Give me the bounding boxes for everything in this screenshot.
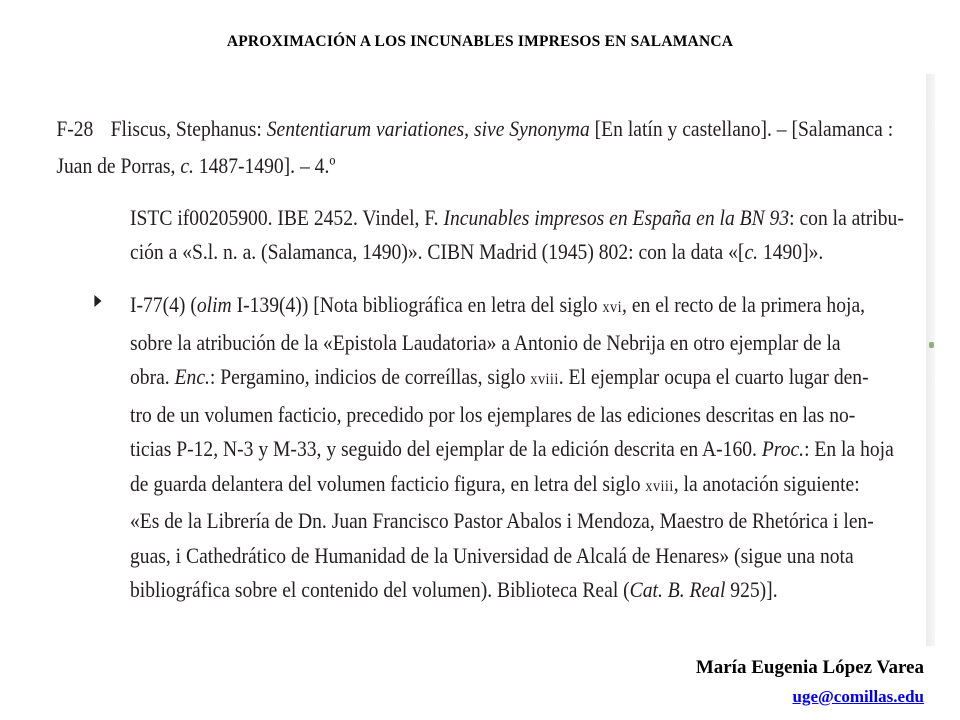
entry-work-title: Sententiarum variationes, sive Synonyma	[266, 116, 590, 141]
ref-text: ción a «S.l. n. a. (Salamanca, 1490)». CIBN Madrid (1945) 802: con la data «[	[130, 239, 745, 264]
copy-line-1	[130, 288, 926, 326]
copy-text: de guarda delantera del volumen facticio figura, en letra del siglo	[130, 470, 646, 496]
copy-text: , la anotación siguiente:	[673, 470, 860, 496]
author-name: María Eugenia López Varea	[695, 657, 924, 678]
author-email-link[interactable]: uge@comillas.edu	[792, 687, 924, 706]
copy-text: , en el recto de la primera hoja,	[622, 292, 866, 317]
copy-italic: Proc.	[761, 436, 805, 461]
entry-date-format: 1487-1490]. – 4.º	[193, 153, 336, 178]
catalog-entry-image	[43, 74, 926, 646]
references-paragraph	[130, 201, 922, 269]
copy-small-caps: xvi	[602, 299, 623, 316]
ref-text: 1490]».	[758, 239, 824, 264]
entry-heading-line-2	[56, 147, 335, 184]
entry-heading-line-1	[111, 110, 894, 147]
ref-text: : con la atribu-	[789, 205, 904, 230]
copy-line-2: sobre la atribución de la «Epistola Laudatoria» a Antonio de Nebrija en otro ejemplar de la	[130, 329, 841, 355]
bullet-triangle-icon	[94, 295, 101, 307]
copy-line-8: guas, i Cathedrático de Humanidad de la Universidad de Alcalá de Henares» (sigue una nota	[130, 542, 854, 568]
copy-text: 925)].	[725, 577, 778, 602]
copy-line-4: tro de un volumen facticio, precedido por los ejemplares de las ediciones descritas en las no-	[130, 401, 856, 427]
copy-italic: Enc.	[174, 364, 210, 389]
copy-text: : Pergamino, indicios de correíllas, siglo	[209, 364, 531, 389]
copy-text: . El ejemplar ocupa el cuarto lugar den-	[558, 364, 869, 389]
copy-text: bibliográfica sobre el contenido del volumen). Biblioteca Real (	[130, 577, 630, 602]
copy-line-5	[130, 432, 926, 467]
entry-id: F-28	[56, 116, 94, 141]
copy-small-caps: xviii	[645, 477, 674, 495]
ref-text: ISTC if00205900. IBE 2452. Vindel, F.	[130, 205, 444, 230]
copy-italic: olim	[196, 292, 232, 317]
copy-line-6	[130, 467, 926, 505]
copy-text: I-139(4)) [Nota bibliográfica en letra del siglo	[231, 292, 603, 317]
copy-text: : En la hoja	[804, 436, 894, 461]
references-line-2	[130, 235, 922, 269]
entry-printer: Juan de Porras,	[56, 153, 181, 178]
copy-italic: Cat. B. Real	[629, 577, 726, 602]
copy-text: I-77(4) (	[130, 292, 197, 317]
ref-italic: Incunables impresos en España en la BN 93	[443, 205, 790, 230]
scan-edge-mark	[929, 342, 934, 348]
references-line-1	[130, 201, 922, 235]
slide-title: APROXIMACIÓN A LOS INCUNABLES IMPRESOS EN SALAMANCA	[226, 33, 734, 50]
entry-author: Fliscus, Stephanus:	[110, 116, 262, 141]
copy-text: obra.	[130, 364, 175, 389]
copy-line-7: «Es de la Librería de Dn. Juan Francisco Pastor Abalos i Mendoza, Maestro de Rhetórica i len-	[130, 508, 874, 533]
scan-edge-band	[926, 74, 935, 646]
ref-italic: c.	[744, 239, 759, 264]
entry-imprint-part-1: [En latín y castellano]. – [Salamanca :	[589, 116, 894, 141]
copy-line-9	[130, 573, 926, 608]
copy-small-caps: xviii	[530, 371, 559, 388]
copy-text: ticias P-12, N-3 y M-33, y seguido del ejemplar de la edición descrita en A-160.	[130, 436, 762, 461]
entry-circa: c.	[180, 153, 194, 178]
copy-line-3	[130, 360, 926, 398]
copy-description	[130, 288, 926, 608]
